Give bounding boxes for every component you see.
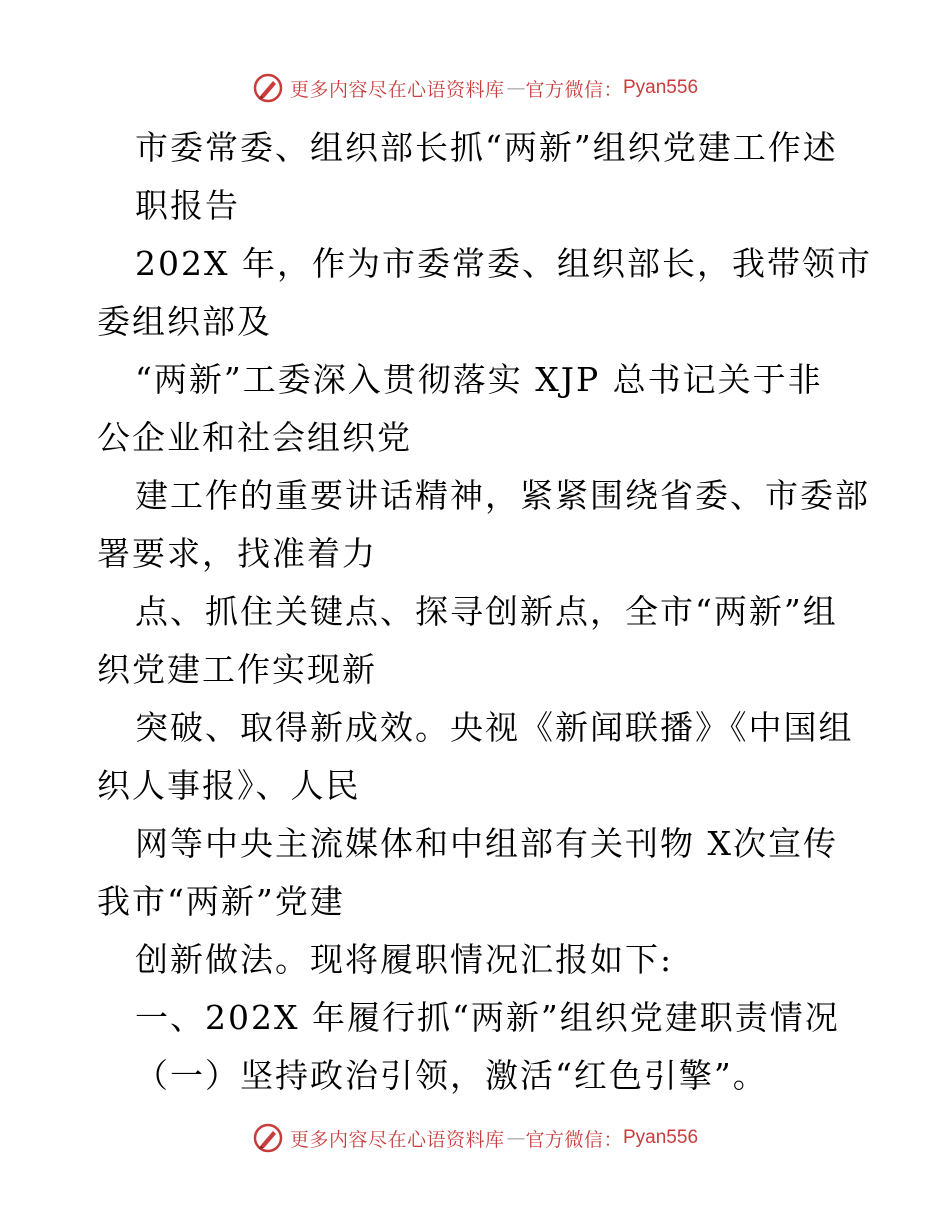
paragraph-line: 署要求，找准着力 bbox=[97, 534, 377, 573]
paragraph-line: 委组织部及 bbox=[97, 302, 272, 341]
paragraph-line: 网等中央主流媒体和中组部有关刊物 X次宣传 bbox=[135, 824, 838, 863]
pen-logo-icon bbox=[252, 1122, 284, 1154]
watermark-site-text: 更多内容尽在心语资料库 bbox=[289, 78, 505, 101]
footer-watermark bbox=[0, 1122, 950, 1154]
subsection-heading: （一）坚持政治引领，激活“红色引擎”。 bbox=[135, 1056, 768, 1095]
watermark-dash: — bbox=[506, 77, 526, 99]
watermark-site-text: 更多内容尽在心语资料库 bbox=[289, 1128, 505, 1151]
watermark-wechat-label: 官方微信： bbox=[525, 78, 623, 101]
section-heading: 一、202X 年履行抓“两新”组织党建职责情况 bbox=[135, 998, 840, 1037]
paragraph-line: 我市“两新”党建 bbox=[97, 882, 345, 921]
watermark-wechat-label: 官方微信： bbox=[525, 1128, 623, 1151]
paragraph-line: 点、抓住关键点、探寻创新点，全市“两新”组 bbox=[135, 592, 838, 631]
paragraph-line: “两新”工委深入贯彻落实 XJP 总书记关于非 bbox=[135, 360, 823, 399]
watermark-dash: — bbox=[506, 1127, 526, 1149]
paragraph-line: 建工作的重要讲话精神，紧紧围绕省委、市委部 bbox=[135, 476, 870, 515]
watermark-wechat-id: Pyan556 bbox=[623, 77, 699, 98]
watermark-wechat-id: Pyan556 bbox=[623, 1127, 699, 1148]
document-title-line-2: 职报告 bbox=[135, 186, 240, 225]
paragraph-line: 公企业和社会组织党 bbox=[97, 418, 412, 457]
paragraph-line: 创新做法。现将履职情况汇报如下: bbox=[135, 940, 674, 979]
paragraph-line: 织人事报》、人民 bbox=[97, 766, 361, 805]
document-title-line-1: 市委常委、组织部长抓“两新”组织党建工作述 bbox=[135, 128, 838, 167]
paragraph-line: 突破、取得新成效。央视《新闻联播》《中国组 bbox=[135, 708, 854, 747]
paragraph-line: 202X 年，作为市委常委、组织部长，我带领市 bbox=[135, 244, 872, 283]
paragraph-line: 织党建工作实现新 bbox=[97, 650, 377, 689]
